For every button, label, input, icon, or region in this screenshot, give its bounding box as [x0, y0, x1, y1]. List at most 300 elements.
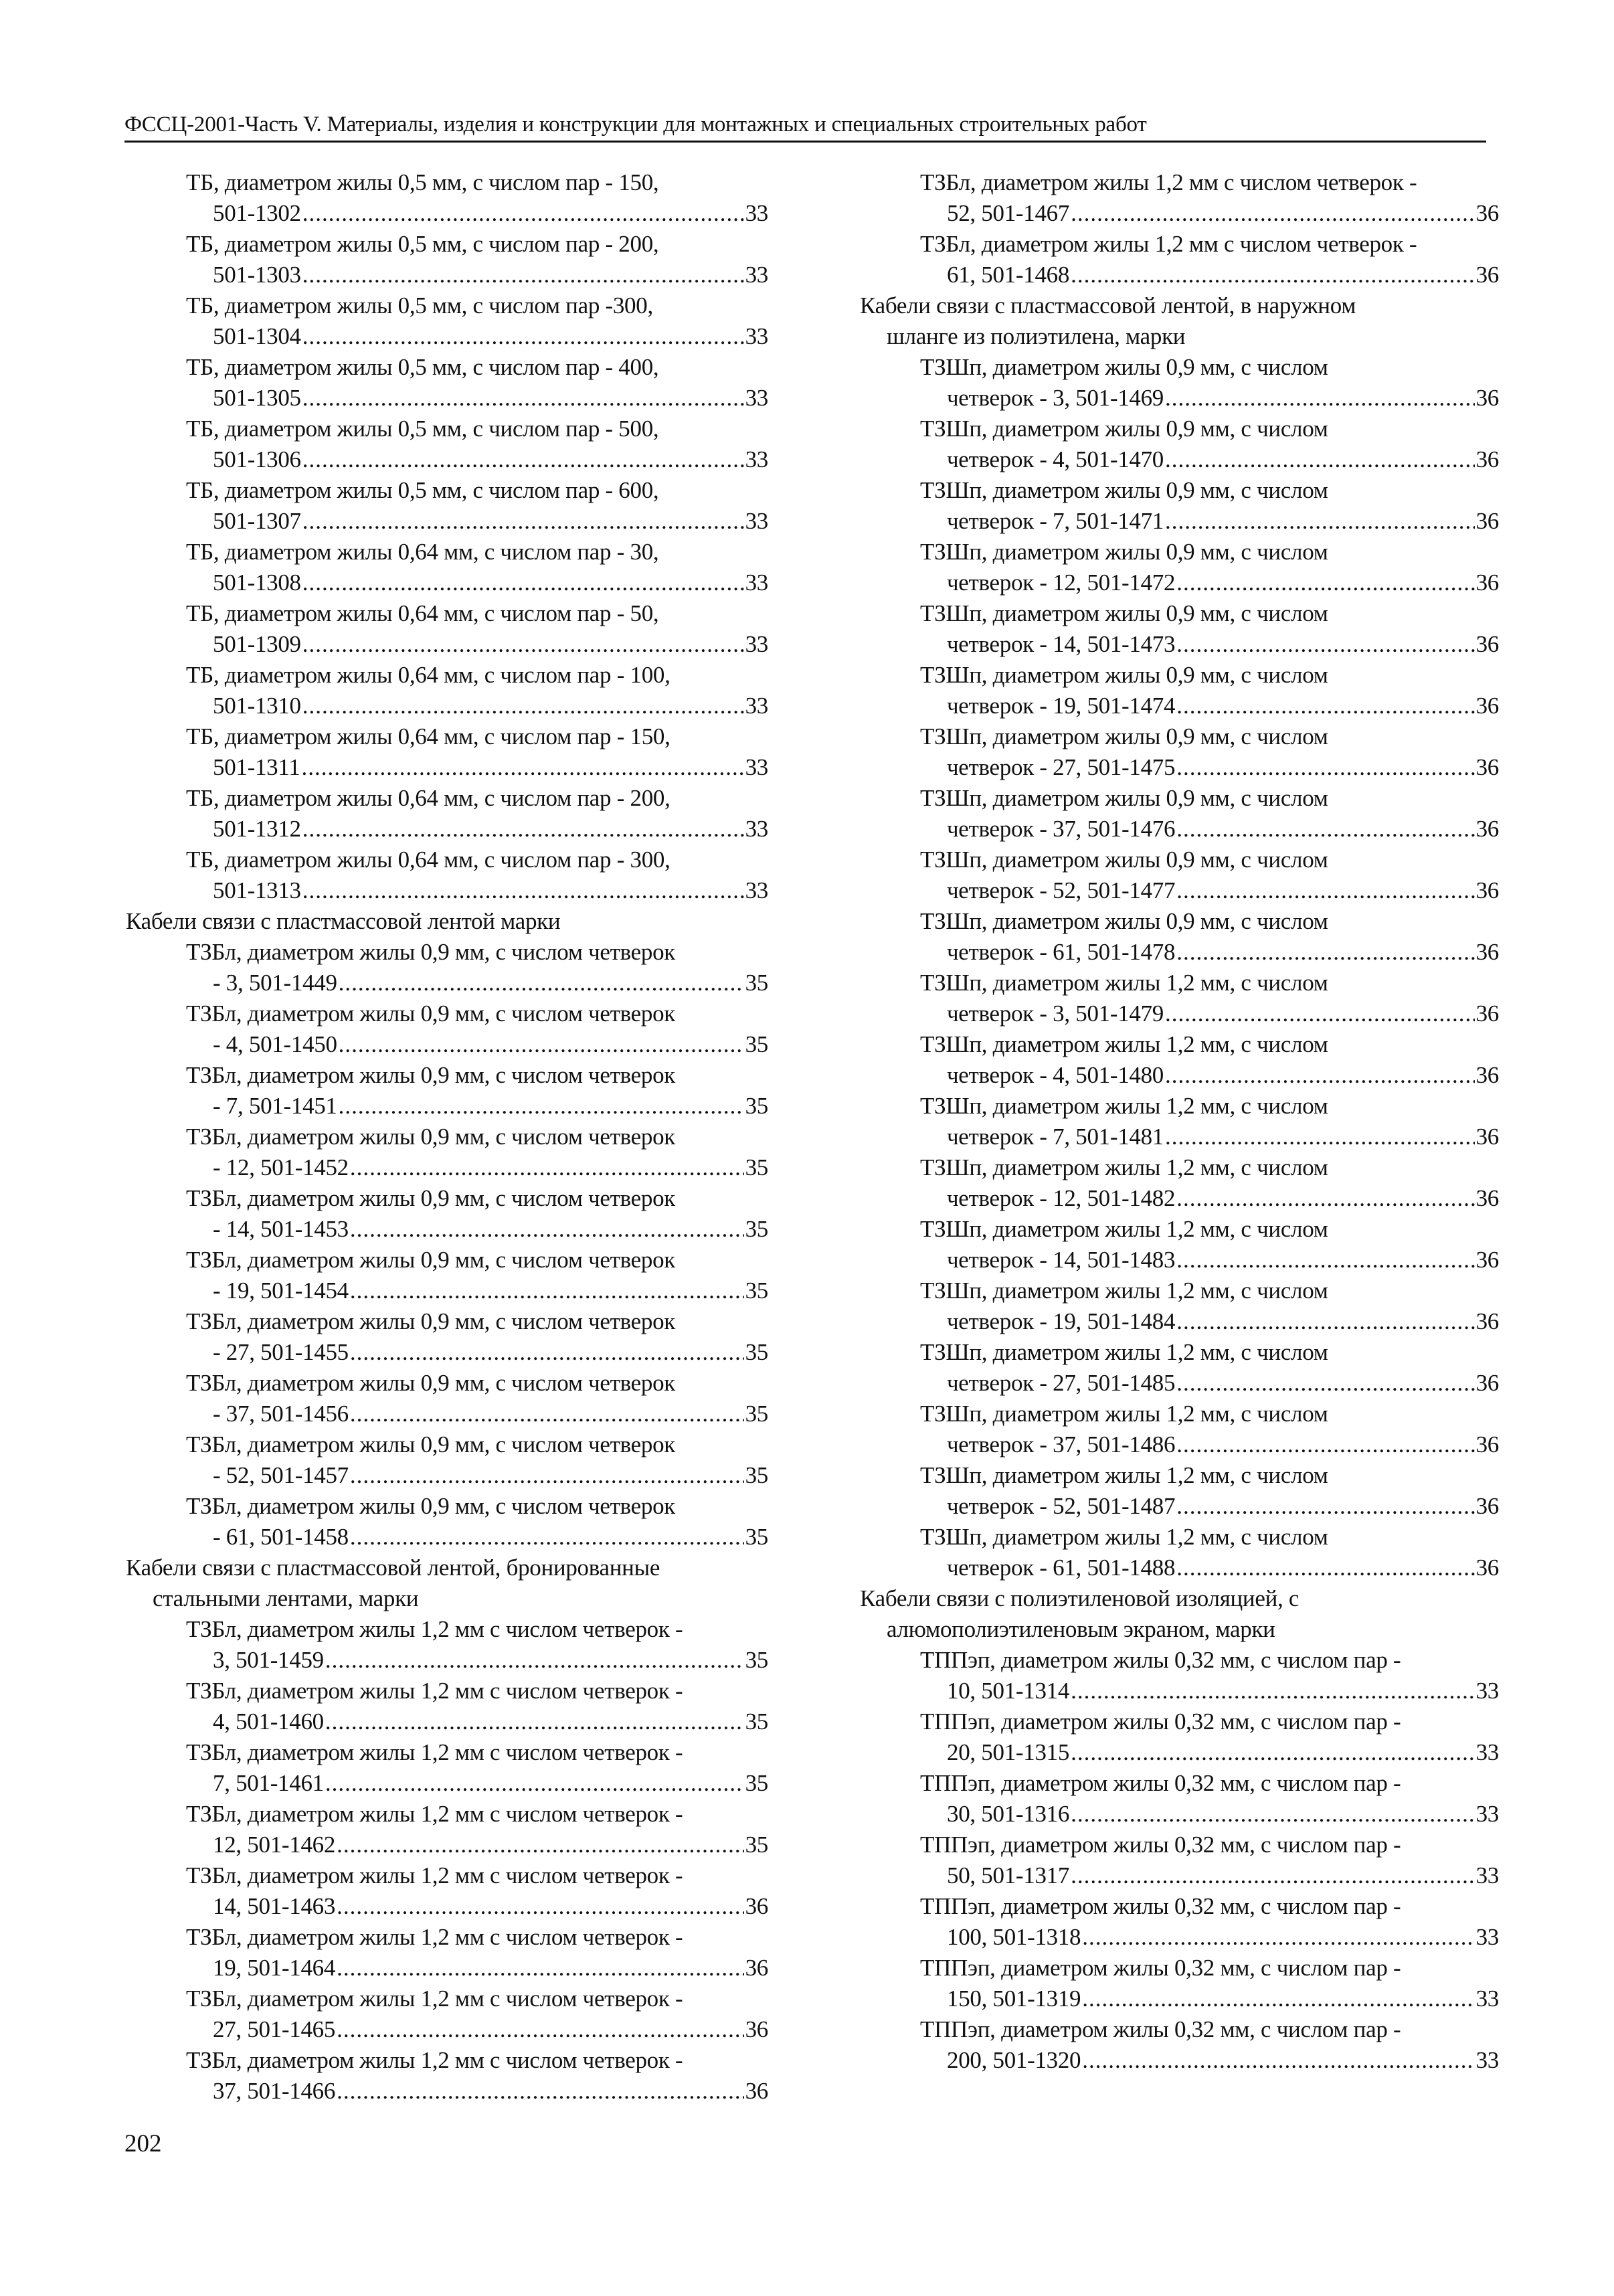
entry-description: ТЗШп, диаметром жилы 0,9 мм, с числом — [920, 539, 1328, 565]
entry-description: ТЗШп, диаметром жилы 1,2 мм, с числом — [920, 1462, 1328, 1488]
entry-page-number: 35 — [745, 1524, 768, 1550]
index-entry — [860, 1214, 1499, 1275]
entry-description: ТБ, диаметром жилы 0,5 мм, с числом пар - 600, — [186, 477, 659, 503]
entry-reference-line — [186, 260, 768, 290]
index-entry — [126, 660, 768, 721]
entry-page-number: 35 — [745, 1093, 768, 1119]
entry-description: ТЗБл, диаметром жилы 0,9 мм, с числом четверок — [186, 1308, 676, 1334]
entry-code: - 3, 501-1449 — [213, 970, 337, 996]
entry-reference-line — [920, 444, 1499, 475]
entry-reference-line — [920, 691, 1499, 721]
entry-reference-line — [186, 1029, 768, 1060]
index-entry — [126, 1429, 768, 1491]
dot-leader — [302, 383, 744, 414]
entry-description: ТППэп, диаметром жилы 0,32 мм, с числом пар - — [920, 1708, 1401, 1735]
dot-leader — [339, 968, 744, 998]
index-entry — [126, 1737, 768, 1799]
index-entry — [126, 1491, 768, 1553]
dot-leader — [350, 1460, 744, 1491]
entry-description: ТЗШп, диаметром жилы 1,2 мм, с числом — [920, 1339, 1328, 1365]
dot-leader — [1071, 1860, 1475, 1891]
index-column-right — [860, 167, 1499, 2076]
entry-code: - 12, 501-1452 — [213, 1154, 349, 1180]
index-entry — [126, 352, 768, 414]
index-entry — [126, 1676, 768, 1737]
entry-page-number: 36 — [1475, 693, 1499, 719]
dot-leader — [1176, 1306, 1474, 1337]
entry-reference-line — [186, 567, 768, 598]
entry-page-number: 36 — [1475, 446, 1499, 472]
entry-reference-line — [920, 875, 1499, 906]
index-entry — [860, 537, 1499, 598]
index-entry — [860, 352, 1499, 414]
dot-leader — [339, 1091, 744, 1122]
entry-page-number: 36 — [1475, 1370, 1499, 1396]
index-entry — [126, 475, 768, 537]
entry-reference-line — [186, 1091, 768, 1122]
dot-leader — [302, 444, 744, 475]
index-entry — [860, 660, 1499, 721]
dot-leader — [350, 1522, 744, 1553]
entry-reference-line — [186, 1891, 768, 1922]
entry-description: ТЗШп, диаметром жилы 0,9 мм, с числом — [920, 908, 1328, 934]
entry-page-number: 33 — [745, 446, 768, 472]
index-entry — [126, 1368, 768, 1429]
dot-leader — [1071, 1799, 1475, 1830]
entry-code: - 37, 501-1456 — [213, 1401, 349, 1427]
dot-leader — [1176, 875, 1474, 906]
entry-code: четверок - 27, 501-1485 — [947, 1370, 1176, 1396]
entry-page-number: 33 — [1475, 1985, 1499, 2012]
entry-page-number: 36 — [745, 1893, 768, 1919]
entry-page-number: 33 — [1475, 2047, 1499, 2073]
entry-code: четверок - 61, 501-1488 — [947, 1555, 1176, 1581]
entry-reference-line — [186, 1768, 768, 1799]
section-heading — [126, 906, 768, 937]
index-entry — [126, 721, 768, 783]
index-entry — [126, 537, 768, 598]
entry-description: ТЗБл, диаметром жилы 1,2 мм с числом четверок - — [920, 231, 1417, 257]
entry-description: ТППэп, диаметром жилы 0,32 мм, с числом пар - — [920, 1770, 1401, 1796]
dot-leader — [302, 875, 744, 906]
index-entry — [126, 167, 768, 229]
entry-code: 100, 501-1318 — [947, 1924, 1081, 1950]
entry-description: ТЗШп, диаметром жилы 0,9 мм, с числом — [920, 600, 1328, 626]
section-heading-line: Кабели связи с пластмассовой лентой, бронированные — [126, 1555, 660, 1581]
entry-page-number: 35 — [745, 1031, 768, 1057]
entry-code: 501-1302 — [213, 200, 301, 226]
entry-description: ТБ, диаметром жилы 0,64 мм, с числом пар - 200, — [186, 785, 670, 811]
entry-page-number: 33 — [745, 200, 768, 226]
entry-description: ТЗБл, диаметром жилы 0,9 мм, с числом четверок — [186, 1431, 676, 1458]
entry-code: четверок - 3, 501-1469 — [947, 385, 1164, 411]
index-entry — [860, 1706, 1499, 1768]
entry-description: ТБ, диаметром жилы 0,5 мм, с числом пар - 500, — [186, 416, 659, 442]
entry-description: ТЗШп, диаметром жилы 0,9 мм, с числом — [920, 354, 1328, 380]
entry-reference-line — [920, 629, 1499, 660]
entry-page-number: 33 — [745, 754, 768, 780]
entry-description: ТЗБл, диаметром жилы 1,2 мм с числом четверок - — [186, 1801, 683, 1827]
dot-leader — [1165, 506, 1475, 537]
entry-code: 37, 501-1466 — [213, 2078, 336, 2104]
dot-leader — [339, 1029, 744, 1060]
entry-reference-line — [920, 1799, 1499, 1830]
entry-description: ТЗШп, диаметром жилы 0,9 мм, с числом — [920, 662, 1328, 688]
entry-code: четверок - 7, 501-1471 — [947, 508, 1164, 534]
entry-description: ТЗШп, диаметром жилы 1,2 мм, с числом — [920, 1031, 1328, 1057]
entry-description: ТЗБл, диаметром жилы 0,9 мм, с числом четверок — [186, 1493, 676, 1519]
dot-leader — [1176, 1429, 1474, 1460]
entry-page-number: 33 — [745, 631, 768, 657]
entry-description: ТБ, диаметром жилы 0,64 мм, с числом пар - 150, — [186, 723, 670, 749]
entry-description: ТЗБл, диаметром жилы 1,2 мм с числом четверок - — [186, 1616, 683, 1642]
entry-description: ТБ, диаметром жилы 0,5 мм, с числом пар - 150, — [186, 169, 659, 195]
entry-code: 150, 501-1319 — [947, 1985, 1081, 2012]
entry-reference-line — [186, 875, 768, 906]
entry-code: 501-1305 — [213, 385, 301, 411]
index-entry — [860, 968, 1499, 1029]
entry-code: 52, 501-1467 — [947, 200, 1070, 226]
dot-leader — [1082, 1922, 1474, 1953]
entry-reference-line — [186, 1830, 768, 1860]
section-heading-line: Кабели связи с пластмассовой лентой марки — [126, 908, 561, 934]
index-entry — [126, 1060, 768, 1122]
entry-page-number: 35 — [745, 1708, 768, 1735]
entry-description: ТЗБл, диаметром жилы 0,9 мм, с числом четверок — [186, 1185, 676, 1211]
entry-reference-line — [920, 383, 1499, 414]
section-heading-line: алюмополиэтиленовым экраном, марки — [887, 1616, 1275, 1642]
entry-description: ТЗШп, диаметром жилы 0,9 мм, с числом — [920, 477, 1328, 503]
index-entry — [860, 1768, 1499, 1830]
dot-leader — [325, 1645, 744, 1676]
entry-reference-line — [186, 444, 768, 475]
entry-code: 501-1304 — [213, 323, 301, 349]
entry-code: 7, 501-1461 — [213, 1770, 324, 1796]
index-entry — [126, 1306, 768, 1368]
entry-reference-line — [186, 629, 768, 660]
entry-description: ТППэп, диаметром жилы 0,32 мм, с числом пар - — [920, 1893, 1401, 1919]
entry-reference-line — [920, 1368, 1499, 1399]
index-entry — [126, 1614, 768, 1676]
dot-leader — [325, 1768, 744, 1799]
entry-page-number: 36 — [1475, 1308, 1499, 1334]
entry-reference-line — [186, 1152, 768, 1183]
entry-code: 501-1312 — [213, 816, 301, 842]
entry-page-number: 33 — [1475, 1801, 1499, 1827]
index-entry — [860, 475, 1499, 537]
entry-code: четверок - 12, 501-1482 — [947, 1185, 1176, 1211]
entry-page-number: 36 — [1475, 1431, 1499, 1458]
dot-leader — [350, 1399, 744, 1429]
dot-leader — [1165, 1060, 1475, 1091]
entry-page-number: 33 — [745, 816, 768, 842]
entry-reference-line — [920, 2045, 1499, 2076]
entry-code: - 19, 501-1454 — [213, 1277, 349, 1304]
entry-code: 10, 501-1314 — [947, 1678, 1070, 1704]
entry-page-number: 36 — [1475, 1555, 1499, 1581]
dot-leader — [302, 567, 744, 598]
index-entry — [860, 721, 1499, 783]
entry-code: четверок - 19, 501-1484 — [947, 1308, 1176, 1334]
index-entry — [860, 1091, 1499, 1152]
entry-code: - 52, 501-1457 — [213, 1462, 349, 1488]
entry-page-number: 33 — [745, 385, 768, 411]
dot-leader — [350, 1214, 744, 1245]
entry-description: ТЗБл, диаметром жилы 1,2 мм с числом четверок - — [920, 169, 1417, 195]
entry-reference-line — [186, 1460, 768, 1491]
entry-code: 4, 501-1460 — [213, 1708, 324, 1735]
dot-leader — [1071, 1737, 1475, 1768]
entry-code: 3, 501-1459 — [213, 1647, 324, 1673]
entry-code: четверок - 14, 501-1473 — [947, 631, 1176, 657]
entry-description: ТППэп, диаметром жилы 0,32 мм, с числом пар - — [920, 2016, 1401, 2042]
entry-reference-line — [920, 1060, 1499, 1091]
index-entry — [126, 1245, 768, 1306]
page-number: 202 — [124, 2130, 162, 2157]
entry-code: - 7, 501-1451 — [213, 1093, 337, 1119]
entry-page-number: 33 — [1475, 1924, 1499, 1950]
index-entry — [126, 598, 768, 660]
dot-leader — [337, 1953, 744, 1983]
entry-code: четверок - 52, 501-1477 — [947, 877, 1176, 903]
entry-description: ТЗШп, диаметром жилы 1,2 мм, с числом — [920, 1401, 1328, 1427]
entry-description: ТБ, диаметром жилы 0,64 мм, с числом пар - 50, — [186, 600, 659, 626]
entry-reference-line — [186, 321, 768, 352]
entry-code: - 27, 501-1455 — [213, 1339, 349, 1365]
dot-leader — [337, 2076, 744, 2107]
entry-reference-line — [186, 1953, 768, 1983]
section-heading — [860, 290, 1499, 352]
dot-leader — [1071, 198, 1475, 229]
entry-code: - 14, 501-1453 — [213, 1216, 349, 1242]
entry-reference-line — [920, 1183, 1499, 1214]
entry-page-number: 36 — [1475, 1247, 1499, 1273]
entry-page-number: 36 — [1475, 262, 1499, 288]
dot-leader — [350, 1275, 744, 1306]
entry-page-number: 35 — [745, 1277, 768, 1304]
entry-code: 501-1310 — [213, 693, 301, 719]
index-entry — [860, 783, 1499, 845]
entry-code: 20, 501-1315 — [947, 1739, 1070, 1765]
entry-reference-line — [186, 814, 768, 845]
entry-reference-line — [186, 1275, 768, 1306]
entry-description: ТБ, диаметром жилы 0,64 мм, с числом пар - 30, — [186, 539, 659, 565]
dot-leader — [1176, 752, 1474, 783]
index-entry — [126, 937, 768, 998]
dot-leader — [1165, 444, 1475, 475]
entry-description: ТЗБл, диаметром жилы 1,2 мм с числом четверок - — [186, 1924, 683, 1950]
index-entry — [860, 1029, 1499, 1091]
entry-page-number: 33 — [745, 508, 768, 534]
dot-leader — [1071, 1676, 1475, 1706]
entry-description: ТППэп, диаметром жилы 0,32 мм, с числом пар - — [920, 1832, 1401, 1858]
index-entry — [860, 598, 1499, 660]
entry-page-number: 36 — [1475, 631, 1499, 657]
entry-code: 14, 501-1463 — [213, 1893, 336, 1919]
entry-code: 501-1306 — [213, 446, 301, 472]
section-heading-line: шланге из полиэтилена, марки — [887, 323, 1186, 349]
entry-code: четверок - 7, 501-1481 — [947, 1124, 1164, 1150]
entry-code: - 61, 501-1458 — [213, 1524, 349, 1550]
entry-reference-line — [186, 1214, 768, 1245]
dot-leader — [301, 752, 743, 783]
index-entry — [860, 1152, 1499, 1214]
dot-leader — [1176, 937, 1474, 968]
dot-leader — [1176, 691, 1474, 721]
index-entry — [860, 1399, 1499, 1460]
dot-leader — [302, 629, 744, 660]
index-entry — [126, 845, 768, 906]
entry-description: ТЗБл, диаметром жилы 1,2 мм с числом четверок - — [186, 1862, 683, 1888]
entry-page-number: 36 — [1475, 1493, 1499, 1519]
entry-description: ТЗШп, диаметром жилы 1,2 мм, с числом — [920, 1524, 1328, 1550]
entry-code: четверок - 19, 501-1474 — [947, 693, 1176, 719]
entry-page-number: 33 — [745, 877, 768, 903]
dot-leader — [1176, 814, 1474, 845]
entry-description: ТЗШп, диаметром жилы 0,9 мм, с числом — [920, 723, 1328, 749]
index-entry — [126, 1122, 768, 1183]
entry-reference-line — [186, 1706, 768, 1737]
entry-page-number: 36 — [1475, 385, 1499, 411]
entry-page-number: 33 — [1475, 1739, 1499, 1765]
index-entry — [860, 1337, 1499, 1399]
entry-code: 501-1307 — [213, 508, 301, 534]
entry-page-number: 36 — [1475, 569, 1499, 596]
index-entry — [126, 998, 768, 1060]
entry-page-number: 35 — [745, 1401, 768, 1427]
index-column-left — [126, 167, 768, 2107]
dot-leader — [1176, 567, 1474, 598]
entry-description: ТЗБл, диаметром жилы 0,9 мм, с числом четверок — [186, 1370, 676, 1396]
entry-description: ТЗШп, диаметром жилы 0,9 мм, с числом — [920, 785, 1328, 811]
entry-reference-line — [920, 1245, 1499, 1275]
entry-page-number: 35 — [745, 1770, 768, 1796]
entry-code: - 4, 501-1450 — [213, 1031, 337, 1057]
index-entry — [126, 290, 768, 352]
entry-description: ТЗБл, диаметром жилы 0,9 мм, с числом четверок — [186, 1247, 676, 1273]
entry-page-number: 36 — [745, 2016, 768, 2042]
dot-leader — [302, 198, 744, 229]
dot-leader — [302, 691, 744, 721]
entry-description: ТБ, диаметром жилы 0,5 мм, с числом пар - 200, — [186, 231, 659, 257]
entry-reference-line — [920, 1676, 1499, 1706]
index-entry — [860, 906, 1499, 968]
entry-page-number: 36 — [745, 2078, 768, 2104]
entry-reference-line — [920, 506, 1499, 537]
entry-reference-line — [920, 1306, 1499, 1337]
entry-page-number: 36 — [1475, 200, 1499, 226]
dot-leader — [337, 1830, 744, 1860]
entry-page-number: 35 — [745, 1832, 768, 1858]
index-entry — [860, 1645, 1499, 1706]
dot-leader — [302, 814, 744, 845]
dot-leader — [1082, 1983, 1474, 2014]
entry-code: четверок - 4, 501-1470 — [947, 446, 1164, 472]
entry-reference-line — [920, 567, 1499, 598]
entry-description: ТЗШп, диаметром жилы 1,2 мм, с числом — [920, 1154, 1328, 1180]
entry-code: 200, 501-1320 — [947, 2047, 1081, 2073]
entry-page-number: 33 — [745, 569, 768, 596]
entry-code: четверок - 4, 501-1480 — [947, 1062, 1164, 1088]
entry-page-number: 33 — [745, 693, 768, 719]
entry-description: ТЗБл, диаметром жилы 0,9 мм, с числом четверок — [186, 1124, 676, 1150]
entry-description: ТЗШп, диаметром жилы 1,2 мм, с числом — [920, 1093, 1328, 1119]
entry-description: ТППэп, диаметром жилы 0,32 мм, с числом пар - — [920, 1647, 1401, 1673]
entry-reference-line — [186, 506, 768, 537]
entry-reference-line — [186, 1337, 768, 1368]
entry-reference-line — [920, 1860, 1499, 1891]
index-entry — [860, 1275, 1499, 1337]
entry-description: ТБ, диаметром жилы 0,5 мм, с числом пар - 400, — [186, 354, 659, 380]
dot-leader — [1176, 1368, 1474, 1399]
entry-code: 61, 501-1468 — [947, 262, 1070, 288]
entry-code: 19, 501-1464 — [213, 1955, 336, 1981]
entry-page-number: 35 — [745, 970, 768, 996]
entry-page-number: 35 — [745, 1339, 768, 1365]
entry-reference-line — [186, 1645, 768, 1676]
entry-description: ТБ, диаметром жилы 0,5 мм, с числом пар -300, — [186, 292, 653, 319]
section-heading-line: стальными лентами, марки — [153, 1585, 419, 1611]
entry-reference-line — [186, 968, 768, 998]
entry-page-number: 36 — [745, 1955, 768, 1981]
entry-reference-line — [186, 2014, 768, 2045]
entry-code: 501-1303 — [213, 262, 301, 288]
entry-code: четверок - 37, 501-1476 — [947, 816, 1176, 842]
index-entry — [860, 1460, 1499, 1522]
entry-page-number: 33 — [745, 323, 768, 349]
entry-code: 501-1308 — [213, 569, 301, 596]
entry-page-number: 33 — [745, 262, 768, 288]
entry-reference-line — [920, 937, 1499, 968]
index-entry — [860, 1891, 1499, 1953]
entry-reference-line — [920, 1922, 1499, 1953]
dot-leader — [1176, 629, 1474, 660]
entry-code: 501-1311 — [213, 754, 300, 780]
entry-reference-line — [920, 198, 1499, 229]
running-header: ФССЦ-2001-Часть V. Материалы, изделия и конструкции для монтажных и специальных строительных работ — [124, 111, 1486, 143]
index-entry — [860, 1830, 1499, 1891]
dot-leader — [1165, 383, 1475, 414]
index-entry — [126, 2045, 768, 2107]
entry-reference-line — [186, 691, 768, 721]
section-heading — [860, 1583, 1499, 1645]
section-heading — [126, 1553, 768, 1614]
dot-leader — [1176, 1183, 1474, 1214]
entry-reference-line — [920, 814, 1499, 845]
entry-page-number: 36 — [1475, 877, 1499, 903]
entry-description: ТЗШп, диаметром жилы 0,9 мм, с числом — [920, 416, 1328, 442]
entry-page-number: 35 — [745, 1216, 768, 1242]
entry-reference-line — [920, 752, 1499, 783]
entry-code: 30, 501-1316 — [947, 1801, 1070, 1827]
dot-leader — [302, 506, 744, 537]
dot-leader — [350, 1152, 744, 1183]
dot-leader — [1176, 1245, 1474, 1275]
entry-reference-line — [920, 998, 1499, 1029]
entry-page-number: 35 — [745, 1462, 768, 1488]
entry-reference-line — [920, 260, 1499, 290]
entry-code: 27, 501-1465 — [213, 2016, 336, 2042]
index-entry — [860, 1953, 1499, 2014]
entry-page-number: 36 — [1475, 508, 1499, 534]
entry-code: четверок - 27, 501-1475 — [947, 754, 1176, 780]
entry-description: ТЗБл, диаметром жилы 1,2 мм с числом четверок - — [186, 1678, 683, 1704]
entry-page-number: 33 — [1475, 1862, 1499, 1888]
entry-page-number: 36 — [1475, 1062, 1499, 1088]
entry-reference-line — [186, 1399, 768, 1429]
entry-description: ТЗШп, диаметром жилы 1,2 мм, с числом — [920, 1216, 1328, 1242]
entry-page-number: 36 — [1475, 1185, 1499, 1211]
